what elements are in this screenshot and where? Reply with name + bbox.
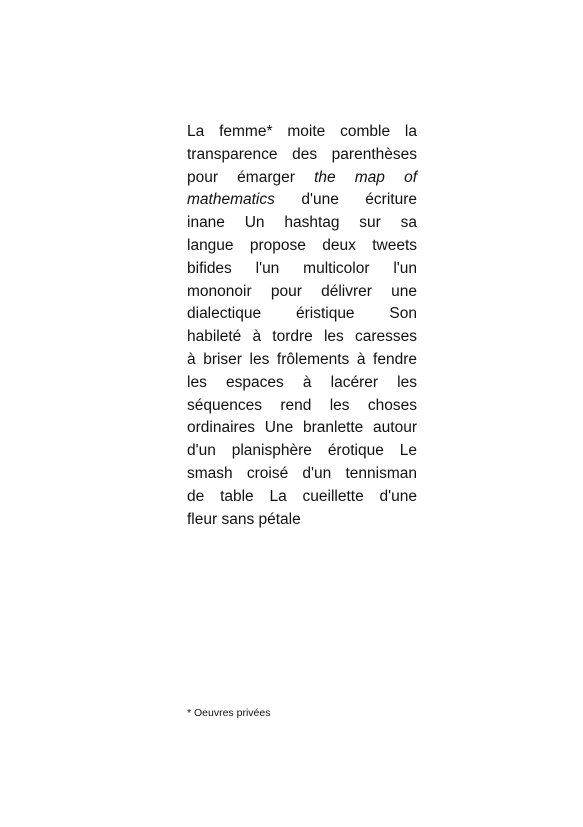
poem-line-6: langue propose deux tweets — [187, 236, 417, 254]
poem-line-4-roman: d'une écriture — [274, 191, 417, 209]
poem-line-14: ordinaires Une branlette autour — [187, 419, 417, 437]
poem-line-10: habileté à tordre les caresses — [187, 328, 417, 346]
poem-line-15: d'un planisphère érotique Le — [187, 442, 417, 460]
footnote: * Oeuvres privées — [187, 707, 271, 719]
poem-line-18: fleur sans pétale — [187, 510, 301, 528]
poem-line-3 — [187, 167, 417, 190]
poem-line-4-italic: mathematics — [187, 191, 275, 209]
poem-line-16: smash croisé d'un tennisman — [187, 464, 417, 482]
poem-line-4 — [187, 189, 417, 212]
poem-text — [187, 121, 417, 531]
poem-line-7: bifides l'un multicolor l'un — [187, 259, 417, 277]
poem-line-17: de table La cueillette d'une — [187, 487, 417, 505]
poem-line-5: inane Un hashtag sur sa — [187, 214, 417, 232]
poem-line-3-roman: pour émarger — [187, 168, 315, 186]
poem-line-11: à briser les frôlements à fendre — [187, 350, 417, 368]
poem-line-1: La femme* moite comble la — [187, 123, 417, 140]
poem-line-8: mononoir pour délivrer une — [187, 282, 417, 300]
poem-line-9: dialectique éristique Son — [187, 305, 417, 323]
poem-line-12: les espaces à lacérer les — [187, 373, 417, 391]
poem-line-3-italic: the map of — [314, 168, 417, 186]
poem-line-2: transparence des parenthèses — [187, 145, 417, 163]
poem-line-13: séquences rend les choses — [187, 396, 417, 414]
